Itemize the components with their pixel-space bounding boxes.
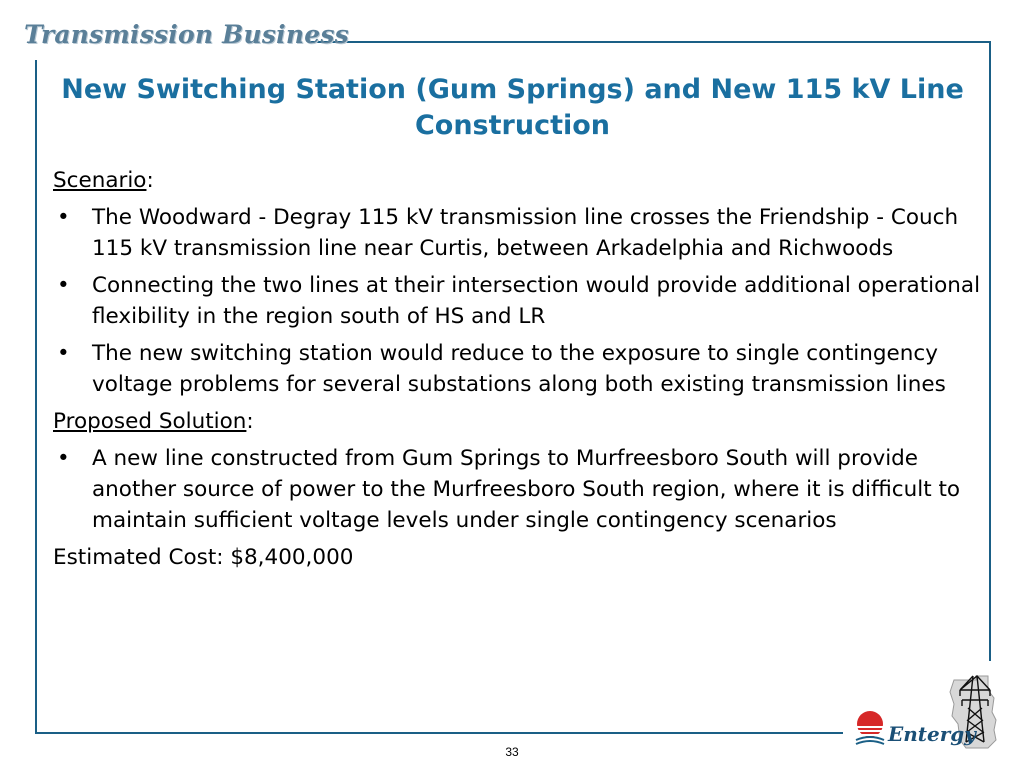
list-item-text: A new line constructed from Gum Springs to Murfreesboro South will provide another source of power to the Murfreesboro South region, where it is difficult to maintain sufficient voltage levels under single contingency scenarios bbox=[92, 446, 961, 533]
slide-body bbox=[53, 165, 983, 573]
frame-left-border bbox=[35, 60, 37, 733]
entergy-sun-icon bbox=[854, 711, 886, 744]
solution-label: Proposed Solution bbox=[53, 409, 247, 434]
bullet-glyph: • bbox=[57, 446, 70, 471]
list-item bbox=[53, 338, 983, 400]
solution-colon: : bbox=[246, 409, 254, 434]
scenario-colon: : bbox=[146, 168, 154, 193]
list-item-text: Connecting the two lines at their intersection would provide additional operational flexibility in the region south of HS and LR bbox=[92, 273, 981, 329]
bullet-glyph: • bbox=[57, 341, 70, 366]
list-item-text: The new switching station would reduce to the exposure to single contingency voltage problems for several substations along both existing transmission lines bbox=[92, 341, 946, 397]
brand-header: Transmission Business bbox=[24, 20, 349, 49]
frame-bottom-border bbox=[35, 732, 843, 734]
solution-heading bbox=[53, 406, 983, 437]
scenario-label: Scenario bbox=[53, 168, 147, 193]
list-item bbox=[53, 202, 983, 264]
entergy-wordmark: Entergy bbox=[888, 722, 976, 746]
frame-right-border bbox=[989, 41, 991, 661]
scenario-list bbox=[53, 202, 983, 400]
list-item bbox=[53, 270, 983, 332]
bullet-glyph: • bbox=[57, 273, 70, 298]
estimated-cost: Estimated Cost: $8,400,000 bbox=[53, 545, 354, 570]
scenario-heading bbox=[53, 165, 983, 196]
list-item bbox=[53, 443, 983, 536]
slide-title: New Switching Station (Gum Springs) and New 115 kV Line Construction bbox=[61, 74, 964, 141]
list-item-text: The Woodward - Degray 115 kV transmission line crosses the Friendship - Couch 115 kV transmission line near Curtis, between Arkadelphia and Richwoods bbox=[92, 205, 959, 261]
solution-list bbox=[53, 443, 983, 536]
entergy-logo bbox=[848, 668, 998, 758]
page-number: 33 bbox=[505, 745, 519, 759]
frame-top-border bbox=[310, 41, 991, 43]
bullet-glyph: • bbox=[57, 205, 70, 230]
